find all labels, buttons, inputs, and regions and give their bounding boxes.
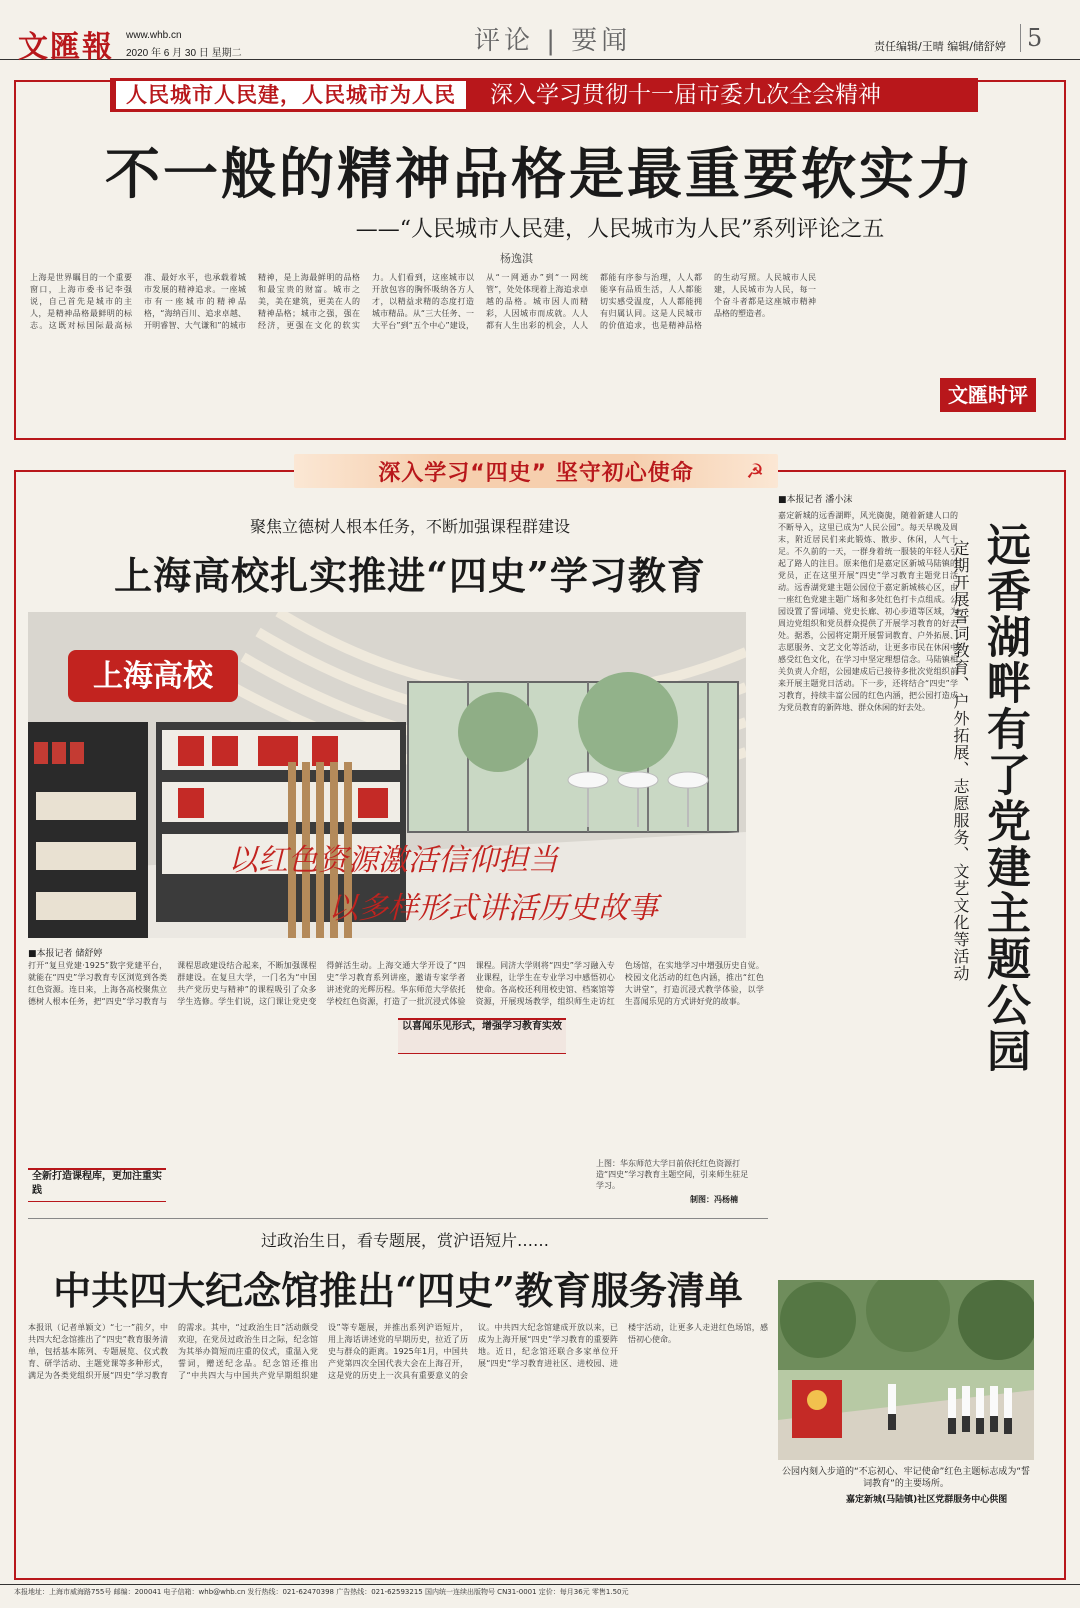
- page-footer: 本报地址：上海市威海路755号 邮编：200041 电子信箱：whb@whb.cn 发行热线：021-62470398 广告热线：021-62593215 国内统一连续出版物号 CN31-0001 定价：每月36元 零售1.50元: [0, 1584, 1080, 1608]
- story2-kicker: 聚焦立德树人根本任务，不断加强课程群建设: [249, 517, 570, 536]
- story2-subhead-a: 全新打造课程库，更加注重实践: [32, 1171, 162, 1196]
- story2-body: 打开“复旦党建·1925”数字党建平台，就能在“四史”学习教育专区浏览到各类红色资源。连日来，上海各高校聚焦立德树人根本任务，把“四史”学习教育与课程思政建设结合起来，不断加强课程群建设。在复旦大学，一门名为“中国共产党历史与精神”的课程吸引了众多学生选修。学生们说，这门课让党史变得鲜活生动。上海交通大学开设了“四史”学习教育系列讲座，邀请专家学者讲述党的光辉历程。华东师范大学依托学校红色资源，打造了一批沉浸式体验课程。同济大学则将“四史”学习融入专业课程，让学生在专业学习中感悟初心使命。各高校还利用校史馆、档案馆等资源，开展现场教学，组织师生走访红色场馆，在实地学习中增强历史自觉。校园文化活动的红色内涵，推出“红色大讲堂”，打造沉浸式教学体验，以学生喜闻乐见的方式讲好党的故事。: [28, 961, 764, 1006]
- story3-body: 嘉定新城的远香湖畔，风光旖旎，随着新建人口的不断导入，这里已成为“人民公园”。每天早晚及周末，附近居民们来此锻炼、散步、休闲，人气十足。不久前的一天，一群身着统一服装的年轻人引起了路人的注目。原来他们是嘉定区新城马陆镇的党员，正在这里开展“四史”学习教育主题党日活动。远香湖党建主题公园位于嘉定新城核心区，由一座红色党建主题广场和多处红色打卡点组成。公园设置了誓词墙、党史长廊、初心步道等区域，为周边党组织和党员群众提供了开展学习教育的好去处。据悉，公园将定期开展誓词教育、户外拓展、志愿服务、文艺文化等活动，让更多市民在休闲中感受红色文化，在学习中坚定理想信念。马陆镇相关负责人介绍，公园建成后已接待多批次党组织前来开展主题党日活动。下一步，还将结合“四史”学习教育，持续丰富公园的红色内涵，把公园打造成为党员教育的新阵地、群众休闲的好去处。: [778, 511, 958, 712]
- story1-subheadline: ——“人民城市人民建，人民城市为人民”系列评论之五: [355, 217, 885, 242]
- editors-credit: 责任编辑/王晴 编辑/储舒婷: [874, 40, 1006, 53]
- story3-byline: ■本报记者 潘小沫: [778, 495, 853, 505]
- story-divider: [28, 1218, 768, 1219]
- website-url[interactable]: www.whb.cn: [126, 30, 182, 41]
- story3-subheadline: 定期开展誓词教育、户外拓展、志愿服务、文艺文化等活动: [951, 540, 970, 982]
- story4-headline[interactable]: 中共四大纪念馆推出“四史”教育服务清单: [53, 1268, 743, 1313]
- photo-slogan-1: 以红色资源激活信仰担当: [228, 843, 558, 878]
- story4-body: 本报讯（记者单颖文）“七一”前夕，中共四大纪念馆推出了“四史”教育服务清单，包括基本陈列、专题展览、仪式教育、研学活动、主题党课等多种形式，满足为各类党组织开展“四史”学习教育的需求。其中，“过政治生日”活动颇受欢迎，在党员过政治生日之际，纪念馆为其举办简短而庄重的仪式，重温入党誓词，赠送纪念品。纪念馆还推出了“中共四大与中国共产党早期组织建设”等专题展，并推出系列沪语短片，用上海话讲述党的早期历史，拉近了历史与群众的距离。1925年1月，中国共产党第四次全国代表大会在上海召开，这是党的历史上一次具有重要意义的会议。中共四大纪念馆建成开放以来，已成为上海开展“四史”学习教育的重要阵地。近日，纪念馆还联合多家单位开展“四史”学习教育进社区、进校园、进楼宇活动，让更多人走进红色场馆，感悟初心使命。: [28, 1323, 768, 1380]
- page-number: 5: [1020, 24, 1042, 52]
- story2-credit: 制图：冯杨楠: [690, 1195, 738, 1204]
- story3-caption: 公园内刻入步道的“不忘初心、牢记使命”红色主题标志成为“誓词教育”的主要场所。: [782, 1467, 1030, 1489]
- story1-headline[interactable]: 不一般的精神品格是最重要软实力: [104, 142, 975, 206]
- story2-subhead-b: 以喜闻乐见形式，增强学习教育实效: [402, 1021, 562, 1032]
- story1-author: 杨逸淇: [500, 252, 533, 265]
- story3-headline[interactable]: 远香湖畔有了党建主题公园: [979, 522, 1030, 1074]
- issue-date: 2020 年 6 月 30 日 星期二: [126, 48, 242, 59]
- series-banner-text: 深入学习“四史” 坚守初心使命: [378, 461, 694, 486]
- story3-credit: 嘉定新城(马陆镇)社区党群服务中心供图: [846, 1495, 1008, 1505]
- story2-headline[interactable]: 上海高校扎实推进“四史”学习教育: [114, 553, 706, 598]
- story2-caption: 上图：华东师范大学日前依托红色资源打造“四史”学习教育主题空间，引来师生驻足学习。: [596, 1159, 749, 1190]
- photo-badge-text: 上海高校: [93, 659, 213, 694]
- story1-banner-slogan: 人民城市人民建，人民城市为人民: [116, 81, 466, 109]
- library-photo: [28, 612, 746, 938]
- story4-kicker: 过政治生日，看专题展，赏沪语短片……: [260, 1231, 549, 1250]
- newspaper-logo[interactable]: 文匯報: [18, 30, 114, 65]
- story1-body: 上海是世界瞩目的一个重要窗口，上海市委书记李强说，自己首先是城市的主人，是精神品格最鲜明的标志。这既对标国际最高标准、最好水平，也承载着城市发展的精神追求。一座城市有一座城市的精神品格，“海纳百川、追求卓越、开明睿智、大气谦和”的城市精神，是上海最鲜明的品格和最宝贵的财富。城市之美，美在建筑，更美在人的精神品格；城市之强，强在经济，更强在文化的软实力。人们看到，这座城市以开放包容的胸怀吸纳各方人才，以精益求精的态度打造城市精品。从“三大任务、一大平台”到“五个中心”建设，从“一网通办”到“一网统管”，处处体现着上海追求卓越的品格。城市因人而精彩，人因城市而成就。人人都有人生出彩的机会，人人都能有序参与治理，人人都能享有品质生活，人人都能切实感受温度，人人都能拥有归属认同。这是人民城市的价值追求，也是精神品格的生动写照。人民城市人民建，人民城市为人民，每一个奋斗者都是这座城市精神品格的塑造者。: [30, 273, 816, 330]
- park-photo: [778, 1280, 1034, 1460]
- photo-slogan-2: 以多样形式讲活历史故事: [328, 891, 658, 926]
- commentary-stamp: 文匯时评: [940, 378, 1036, 412]
- story1-banner-theme: 深入学习贯彻十一届市委九次全会精神: [490, 82, 881, 108]
- section-title: 评论 | 要闻: [474, 26, 632, 56]
- party-emblem-icon: ☭: [746, 459, 764, 483]
- story2-byline: ■本报记者 储舒婷: [28, 949, 103, 959]
